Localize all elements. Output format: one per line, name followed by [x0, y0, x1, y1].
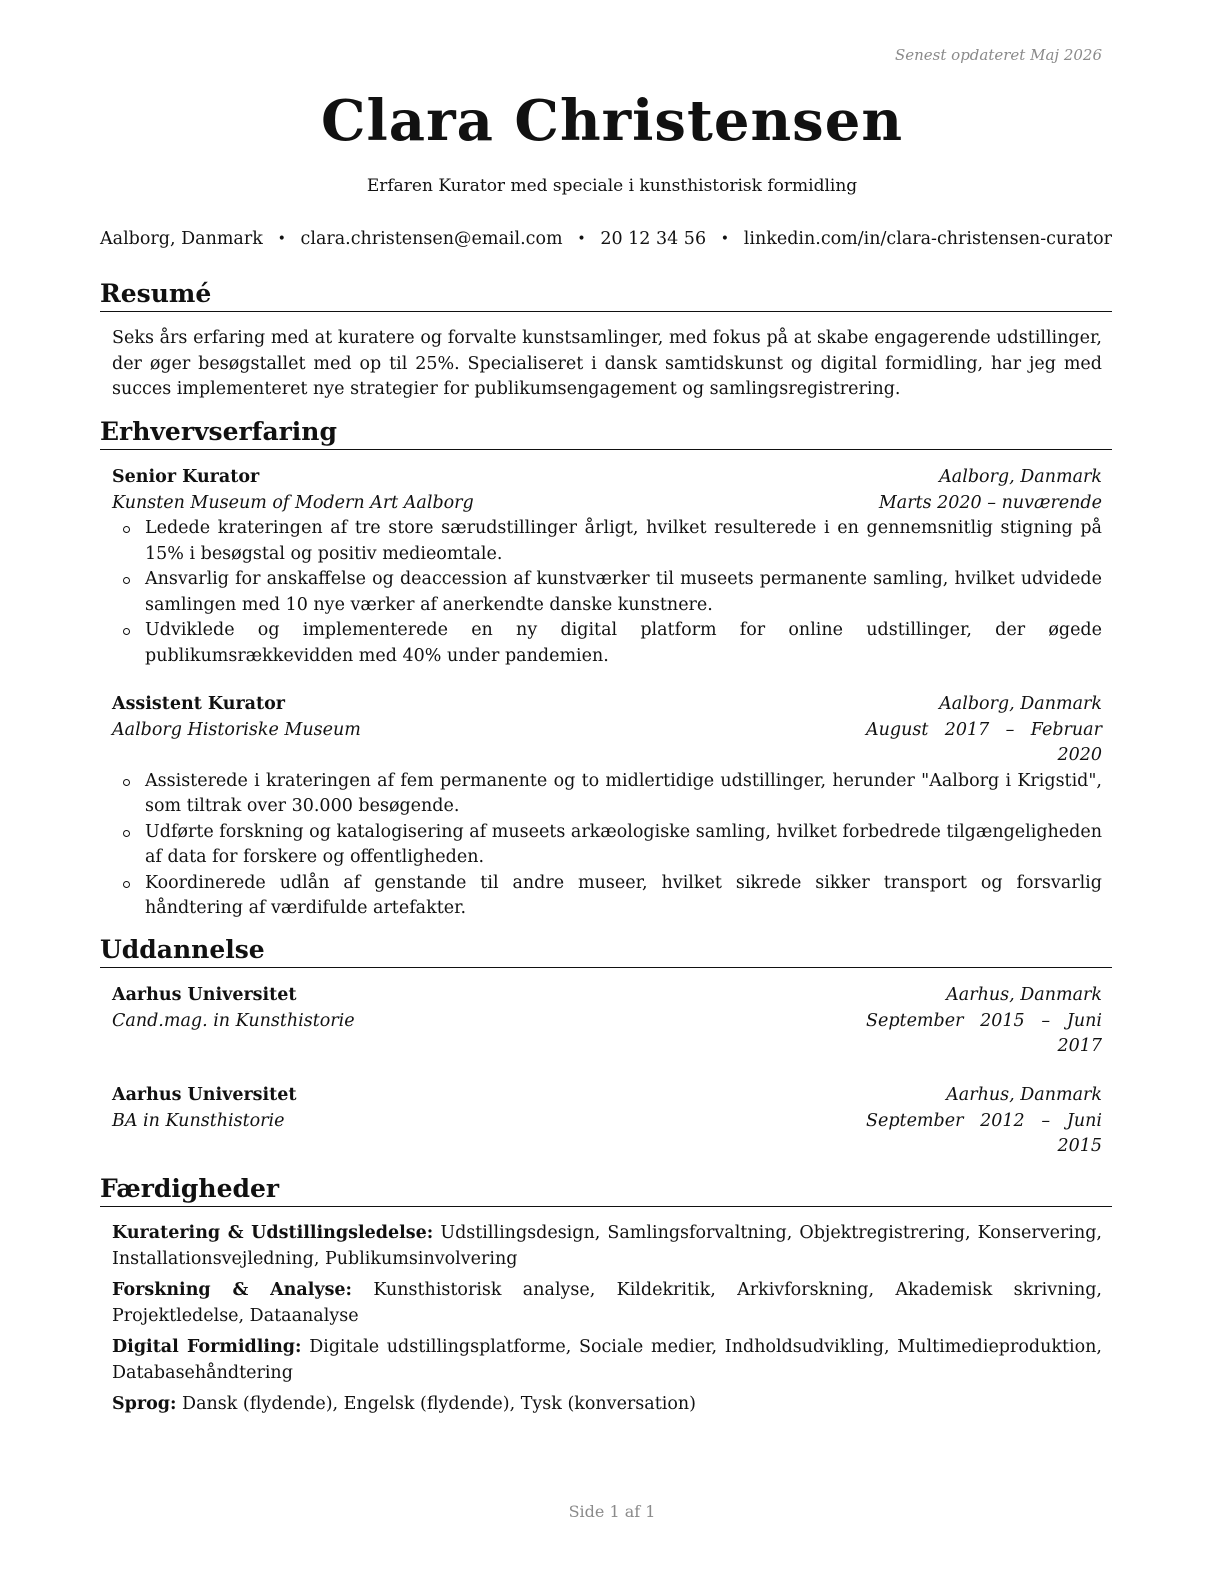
section-title-experience: Erhvervserfaring: [100, 417, 1112, 450]
education-location: Aarhus, Danmark: [946, 1085, 1102, 1105]
education-entry: [112, 1083, 1102, 1160]
separator-dot: •: [577, 231, 586, 247]
job-role: Assistent Kurator: [112, 694, 285, 714]
job-entry: [112, 692, 1102, 922]
job-dates: Marts 2020 – nuværende: [878, 492, 1102, 513]
list-item: Koordinerede udlån af genstande til andre museer, hvilket sikrede sikker transport og forsvarlig håndtering af værdifulde artefakter.: [112, 871, 1102, 922]
job-location: Aalborg, Danmark: [939, 467, 1102, 487]
skill-group: [112, 1221, 1102, 1272]
job-location: Aalborg, Danmark: [939, 694, 1102, 714]
section-title-summary: Resumé: [100, 279, 1112, 312]
skills-list: [112, 1221, 1102, 1424]
skill-group: [112, 1335, 1102, 1386]
job-organization: Aalborg Historiske Museum: [112, 719, 361, 740]
skill-group-label: Forskning & Analyse:: [112, 1280, 353, 1300]
education-dates: September 2012 – Juni 2015: [866, 1110, 1102, 1156]
skill-group-items: Udstillingsdesign, Samlingsforvaltning, Objektregistrering, Konservering, Installationsvejledning, Publikumsinvolvering: [112, 1223, 1102, 1269]
contact-location: Aalborg, Danmark: [100, 229, 263, 249]
education-location: Aarhus, Danmark: [946, 985, 1102, 1005]
contact-phone: 20 12 34 56: [600, 229, 707, 249]
skill-group-label: Digital Formidling:: [112, 1337, 302, 1357]
section-title-education: Uddannelse: [100, 935, 1112, 968]
candidate-name: Clara Christensen: [320, 88, 904, 154]
job-bullets: [112, 769, 1102, 922]
page-number: Side 1 af 1: [568, 1502, 656, 1521]
list-item: Udførte forskning og katalogisering af museets arkæologiske samling, hvilket forbedrede tilgængeligheden af data for forskere og offentligheden.: [112, 820, 1102, 871]
education-dates: September 2015 – Juni 2017: [866, 1010, 1102, 1056]
section-title-skills: Færdigheder: [100, 1174, 1112, 1207]
education-school: Aarhus Universitet: [112, 1085, 297, 1105]
job-organization: Kunsten Museum of Modern Art Aalborg: [112, 492, 474, 513]
contact-email[interactable]: clara.christensen@email.com: [300, 229, 563, 249]
summary-text: Seks års erfaring med at kuratere og forvalte kunstsamlinger, med fokus på at skabe engagerende udstillinger, der øger besøgstallet med op til 25%. Specialiseret i dansk samtidskunst og digital formidling, har jeg med succes implementeret nye strategier for publikumsengagement og samlingsregistrering.: [112, 328, 1102, 399]
list-item: Assisterede i krateringen af fem permanente og to midlertidige udstillinger, herunder "Aalborg i Krigstid", som tiltrak over 30.000 besøgende.: [112, 769, 1102, 820]
job-dates: August 2017 – Februar 2020: [866, 719, 1102, 765]
skill-group-label: Kuratering & Udstillingsledelse:: [112, 1223, 434, 1243]
last-updated: Senest opdateret Maj 2026: [894, 46, 1102, 64]
contact-line: [100, 229, 1112, 249]
list-item: Ledede krateringen af tre store særudstillinger årligt, hvilket resulterede i en gennemsnitlig stigning på 15% i besøgstal og positiv medieomtale.: [112, 516, 1102, 567]
list-item: Udviklede og implementerede en ny digital platform for online udstillinger, der øgede publikumsrækkevidden med 40% under pandemien.: [112, 618, 1102, 669]
skill-group-items: Digitale udstillingsplatforme, Sociale medier, Indholdsudvikling, Multimedieproduktion, Databasehåndtering: [112, 1337, 1102, 1383]
skill-group-items: Dansk (flydende), Engelsk (flydende), Tysk (konversation): [182, 1394, 696, 1414]
job-bullets: [112, 516, 1102, 669]
job-entry: [112, 465, 1102, 669]
education-degree: BA in Kunsthistorie: [112, 1110, 285, 1131]
education-degree: Cand.mag. in Kunsthistorie: [112, 1010, 355, 1031]
list-item: Ansvarlig for anskaffelse og deaccession af kunstværker til museets permanente samling, hvilket udvidede samlingen med 10 nye værker af anerkendte danske kunstnere.: [112, 567, 1102, 618]
skill-group-items: Kunsthistorisk analyse, Kildekritik, Arkivforskning, Akademisk skrivning, Projektledelse, Dataanalyse: [112, 1280, 1102, 1326]
separator-dot: •: [720, 231, 730, 247]
education-entry: [112, 983, 1102, 1060]
skill-group-label: Sprog:: [112, 1394, 177, 1414]
tagline: Erfaren Kurator med speciale i kunsthistorisk formidling: [366, 176, 858, 196]
skill-group: [112, 1392, 1102, 1418]
education-school: Aarhus Universitet: [112, 985, 297, 1005]
separator-dot: •: [277, 231, 286, 247]
skill-group: [112, 1278, 1102, 1329]
job-role: Senior Kurator: [112, 467, 260, 487]
contact-linkedin[interactable]: linkedin.com/in/clara-christensen-curator: [743, 229, 1112, 249]
